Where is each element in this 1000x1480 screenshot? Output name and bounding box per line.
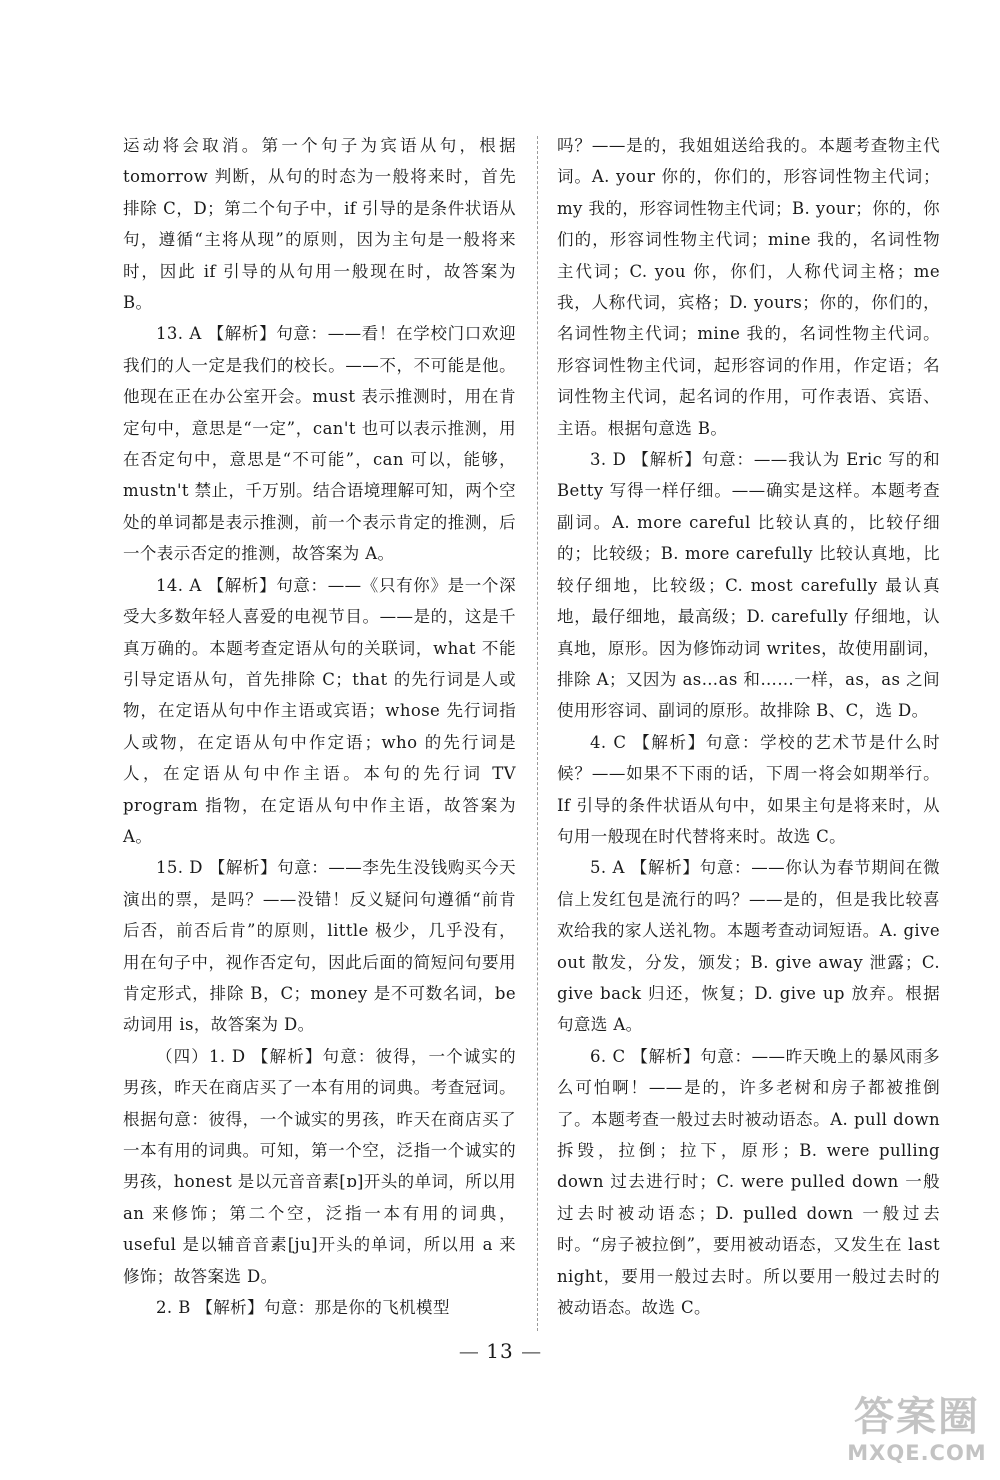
page-number-value: 13	[486, 1339, 514, 1363]
answer-6: 6. C 【解析】句意：——昨天晚上的暴风雨多么可怕啊！——是的，许多老树和房子都被推倒了。本题考查一般过去时被动语态。A. pull down 拆毁，拉倒；拉下，原形；B. were pulling down 过去进行时；C. were pulled down 一般过去时被动语态；D. pulled down 一般过去时。“房子被拉倒”，要用被动语态，又发生在 last night，要用一般过去时。所以要用一般过去时的被动语态。故选 C。	[557, 1046, 940, 1318]
answer-14: 14. A 【解析】句意：——《只有你》是一个深受大多数年轻人喜爱的电视节目。——是的，这是千真万确的。本题考查定语从句的关联词，what 不能引导定语从句，首先排除 C；that 的先行词是人或物，在定语从句中作主语或宾语；whose 先行词指人或物，在定语从句中作定语；who 的先行词是人，在定语从句中作主语。本句的先行词 TV program 指物，在定语从句中作主语，故答案为 A。	[123, 575, 516, 846]
answer-5: 5. A 【解析】句意：——你认为春节期间在微信上发红包是流行的吗？——是的，但是我比较喜欢给我的家人送礼物。本题考查动词短语。A. give out 散发，分发，颁发；B. give away 泄露；C. give back 归还，恢复；D. give up 放弃。根据句意选 A。	[557, 858, 940, 1035]
answer-4: 4. C 【解析】句意：学校的艺术节是什么时候？——如果不下雨的话，下周一将会如期举行。If 引导的条件状语从句中，如果主句是将来时，从句用一般现在时代替将来时。故选 C。	[557, 732, 940, 846]
paragraph-continuation: 运动将会取消。第一个句子为宾语从句，根据 tomorrow 判断，从句的时态为一般将来时，首先排除 C，D；第二个句子中，if 引导的是条件状语从句，遵循“主将从现”的原则，因为主句是一般将来时，因此 if 引导的从句用一般现在时，故答案为 B。	[123, 136, 516, 313]
answer-2-continuation: 吗？——是的，我姐姐送给我的。本题考查物主代词。A. your 你的，你们的，形容词性物主代词；my 我的，形容词性物主代词；B. your；你的，你们的，形容词性物主代词；mine 我的，名词性物主代词；C. you 你，你们，人称代词主格；me 我，人称代词，宾格；D. yours；你的，你们的，名词性物主代词；mine 我的，名词性物主代词。形容词性物主代词，起形容词的作用，作定语；名词性物主代词，起名词的作用，可作表语、宾语、主语。根据句意选 B。	[557, 136, 940, 438]
watermark-url: MXQE.COM	[847, 1441, 987, 1465]
column-divider	[537, 136, 538, 1331]
dash-right: —	[521, 1339, 542, 1363]
answer-15: 15. D 【解析】句意：——李先生没钱购买今天演出的票，是吗？——没错！反义疑问句遵循“前肯后否，前否后肯”的原则，little 极少，几乎没有，用在句子中，视作否定句，因此后面的简短问句要用肯定形式，排除 B，C；money 是不可数名词，be 动词用 is，故答案为 D。	[123, 858, 516, 1035]
dash-left: —	[458, 1339, 479, 1363]
watermark-logo	[842, 1394, 992, 1474]
page-number	[0, 1339, 1000, 1363]
right-column	[557, 130, 940, 1323]
left-column	[123, 130, 516, 1323]
answer-section4-2-start: 2. B 【解析】句意：那是你的飞机模型	[156, 1298, 450, 1318]
answer-3: 3. D 【解析】句意：——我认为 Eric 写的和 Betty 写得一样仔细。——确实是这样。本题考查副词。A. more careful 比较认真的，比较仔细的；比较级；B. more carefully 比较认真地，比较仔细地，比较级；C. most carefully 最认真地，最仔细地，最高级；D. carefully 仔细地，认真地，原形。因为修饰动词 writes，故使用副词，排除 A；又因为 as…as 和……一样，as，as 之间使用形容词、副词的原形。故排除 B、C，选 D。	[557, 450, 940, 721]
watermark-title: 答案圈	[854, 1394, 980, 1440]
answer-13: 13. A 【解析】句意：——看！在学校门口欢迎我们的人一定是我们的校长。——不，不可能是他。他现在正在办公室开会。must 表示推测时，用在肯定句中，意思是“一定”，can't 也可以表示推测，用在否定句中，意思是“不可能”，can 可以，能够，mustn't 禁止，千万别。结合语境理解可知，两个空处的单词都是表示推测，前一个表示肯定的推测，后一个表示否定的推测，故答案为 A。	[123, 324, 516, 564]
answer-section4-1: （四）1. D 【解析】句意：彼得，一个诚实的男孩，昨天在商店买了一本有用的词典。考查冠词。根据句意：彼得，一个诚实的男孩，昨天在商店买了一本有用的词典。可知，第一个空，泛指一个诚实的男孩，honest 是以元音音素[ɒ]开头的单词，所以用 an 来修饰；第二个空，泛指一本有用的词典，useful 是以辅音音素[ju]开头的单词，所以用 a 来修饰；故答案选 D。	[123, 1046, 516, 1286]
